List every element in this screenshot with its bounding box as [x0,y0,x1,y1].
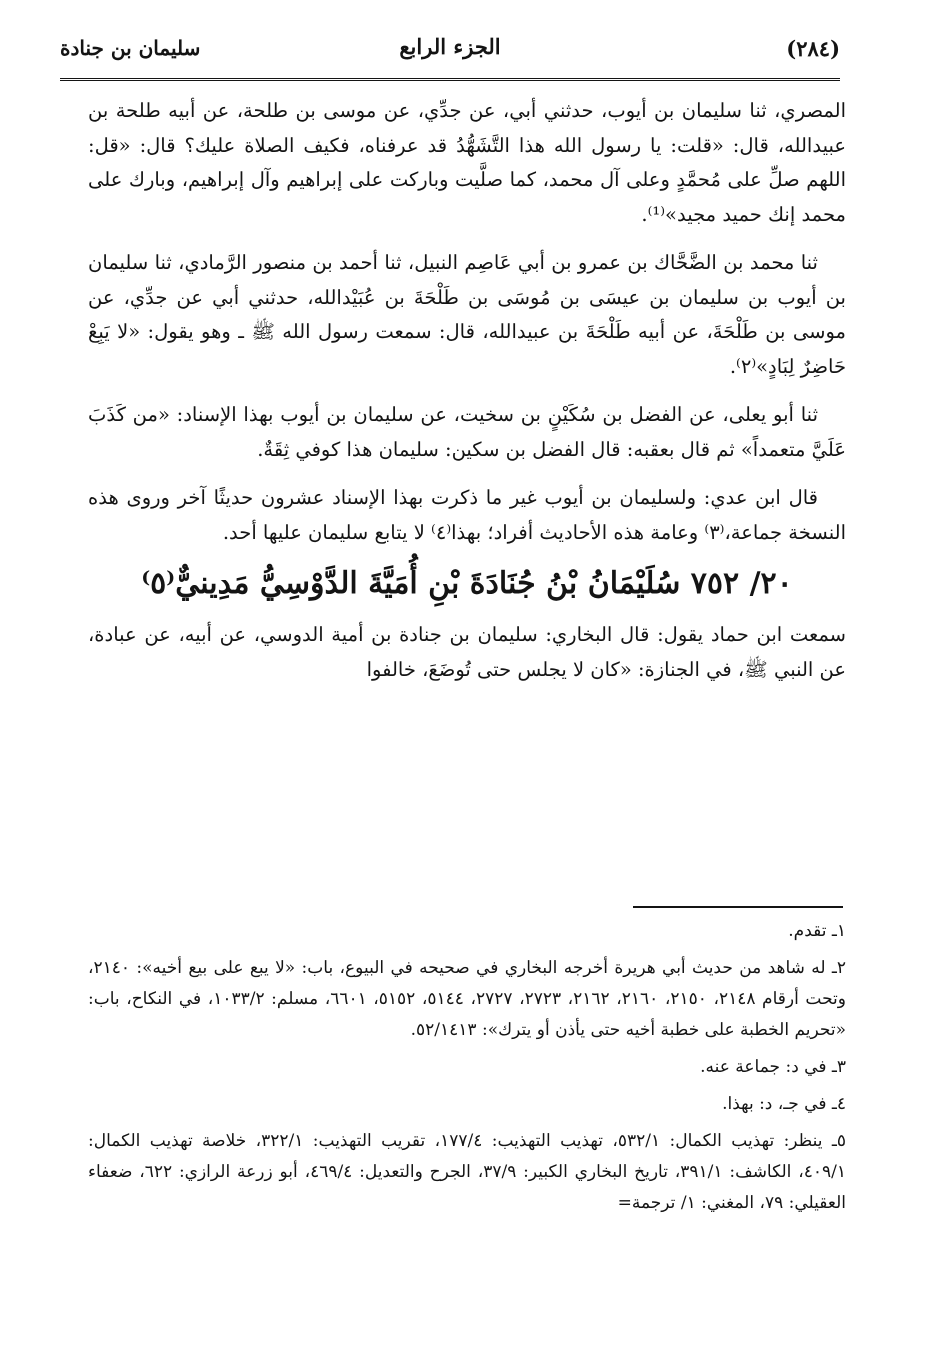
footnotes [88,916,846,1225]
volume-title: الجزء الرابع [399,34,501,59]
footnote: ٣ـ في د: جماعة عنه. [700,1057,846,1077]
page-number: (٢٨٤) [786,36,840,61]
paragraph: المصري، ثنا سليمان بن أيوب، حدثني أبي، عن جدِّي، عن موسى بن طلحة، عن أبيه طلحة بن عبيدالله، قال: «قلت: يا رسول الله هذا التَّشَهُّدُ قد عرفناه، فكيف الصلاة عليك؟ قال: «قل: اللهم صلِّ على مُحمَّدٍ وعلى آل محمد، كما صلَّيت وباركت على إبراهيم وآل إبراهيم، وبارك على محمد إنك حميد مجيد»⁽¹⁾. [88,99,846,226]
entry-heading: ٢٠/ ٧٥٢ سُلَيْمَانُ بْنُ جُنَادَةَ بْنِ أُمَيَّةَ الدَّوْسِيُّ مَدِينيٌّ⁽٥⁾ [141,566,793,601]
paragraph: قال ابن عدي: ولسليمان بن أيوب غير ما ذكرت بهذا الإسناد عشرون حديثًا آخر وروى هذه النسخة جماعة،⁽٣⁾ وعامة هذه الأحاديث أفراد؛ بهذا⁽٤⁾ لا يتابع سليمان عليها أحد. [88,486,846,544]
footnote: ١ـ تقدم. [788,921,846,941]
running-title: سليمان بن جنادة [60,36,201,60]
entry-paragraph: سمعت ابن حماد يقول: قال البخاري: سليمان بن جنادة بن أمية الدوسي، عن أبيه، عن عبادة، عن النبي ﷺ، في الجنازة: «كان لا يجلس حتى تُوضَعَ، خالفوا [88,623,846,681]
footnote: ٥ـ ينظر: تهذيب الكمال: ٥٣٢/١، تهذيب التهذيب: ١٧٧/٤، تقريب التهذيب: ٣٢٢/١، خلاصة تهذيب الكمال: ٤٠٩/١، الكاشف: ٣٩١/١، تاريخ البخاري الكبير: ٣٧/٩، الجرح والتعديل: ٤٦٩/٤، أبو زرعة الرازي: ٦٢٢، ضعفاء العقيلي: ٧٩، المغني: ١/ ترجمة= [88,1131,846,1213]
paragraph: ثنا محمد بن الضَّحَّاك بن عمرو بن أبي عَاصِم النبيل، ثنا أحمد بن منصور الرَّمادي، ثنا سليمان بن أيوب بن سليمان بن عيسَى بن مُوسَى بن طَلْحَةَ بن عُبَيْدالله، حدثني أبي عن جدِّي، عن موسى بن طَلْحَةَ، عن أبيه طَلْحَةَ بن عبيدالله، قال: سمعت رسول الله ﷺ ـ وهو يقول: «لا يَبِعْ حَاضِرٌ لِبَادٍ»⁽٢⁾. [88,251,846,378]
footnote: ٢ـ له شاهد من حديث أبي هريرة أخرجه البخاري في صحيحه في البيوع، باب: «لا يبع على بيع أخيه»: ٢١٤٠، وتحت أرقام ٢١٤٨، ٢١٥٠، ٢١٦٠، ٢١٦٢، ٢٧٢٣، ٢٧٢٧، ٥١٤٤، ٥١٥٢، ٦٦٠١، مسلم: ١٠٣٣/٢، في النكاح، باب: «تحريم الخطبة على خطبة أخيه حتى يأذن أو يترك»: ٥٢/١٤١٣. [88,958,846,1040]
page-header [60,30,840,78]
footnote-rule [633,906,843,908]
header-rule [60,78,840,81]
paragraph: ثنا أبو يعلى، عن الفضل بن سُكَيْنٍ بن سخيت، عن سليمان بن أيوب بهذا الإسناد: «من كَذَبَ عَلَيَّ متعمداً» ثم قال بعقبه: قال الفضل بن سكين: سليمان هذا كوفي ثِقَةٌ. [88,403,846,461]
main-text [88,94,846,701]
footnote: ٤ـ في جـ، د: بهذا. [722,1094,846,1114]
